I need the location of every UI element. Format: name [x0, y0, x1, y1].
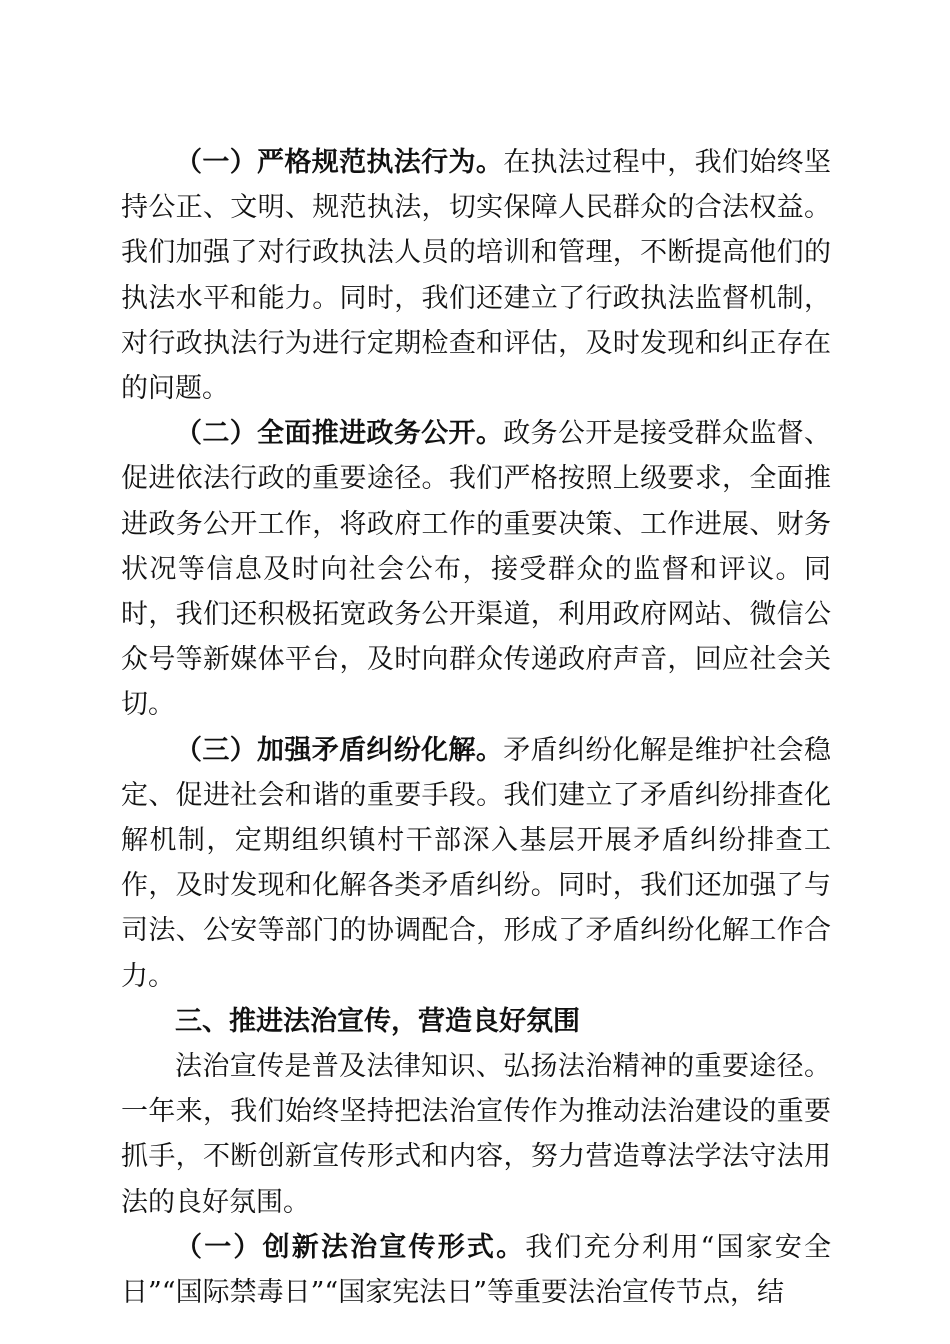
- paragraph-lead: （二）全面推进政务公开。: [175, 418, 504, 450]
- paragraph-strict-enforcement: [121, 140, 831, 411]
- paragraph-text: 我们充分利用“国家安全日”“国际禁毒日”“国家宪法日”等重要法治宣传节点，结: [121, 1231, 832, 1309]
- paragraph-dispute-resolution: [121, 728, 831, 999]
- paragraph-text: 政务公开是接受群众监督、促进依法行政的重要途径。我们严格按照上级要求，全面推进政务公开工作，将政府工作的重要决策、工作进展、财务状况等信息及时向社会公布，接受群众的监督和评议。同时，我们还积极拓宽政务公开渠道，利用政府网站、微信公众号等新媒体平台，及时向群众传递政府声音，回应社会关切。: [121, 418, 832, 721]
- paragraph-text: 矛盾纠纷化解是维护社会稳定、促进社会和谐的重要手段。我们建立了矛盾纠纷排查化解机制，定期组织镇村干部深入基层开展矛盾纠纷排查工作，及时发现和化解各类矛盾纠纷。同时，我们还加强了与司法、公安等部门的协调配合，形成了矛盾纠纷化解工作合力。: [121, 734, 832, 992]
- paragraph-innovate-publicity: [121, 1225, 831, 1315]
- paragraph-text: 在执法过程中，我们始终坚持公正、文明、规范执法，切实保障人民群众的合法权益。我们加强了对行政执法人员的培训和管理，不断提高他们的执法水平和能力。同时，我们还建立了行政执法监督机制，对行政执法行为进行定期检查和评估，及时发现和纠正存在的问题。: [121, 147, 832, 405]
- paragraph-lead: （一）严格规范执法行为。: [175, 147, 504, 178]
- paragraph-lead: （一）创新法治宣传形式。: [175, 1231, 526, 1263]
- section-heading: 三、推进法治宣传，营造良好氛围: [175, 1005, 580, 1037]
- section-intro: 法治宣传是普及法律知识、弘扬法治精神的重要途径。一年来，我们始终坚持把法治宣传作为推动法治建设的重要抓手，不断创新宣传形式和内容，努力营造尊法学法守法用法的良好氛围。: [121, 1051, 831, 1218]
- paragraph-lead: （三）加强矛盾纠纷化解。: [175, 734, 504, 766]
- document-body: [121, 140, 831, 1315]
- paragraph-government-affairs: [121, 411, 831, 727]
